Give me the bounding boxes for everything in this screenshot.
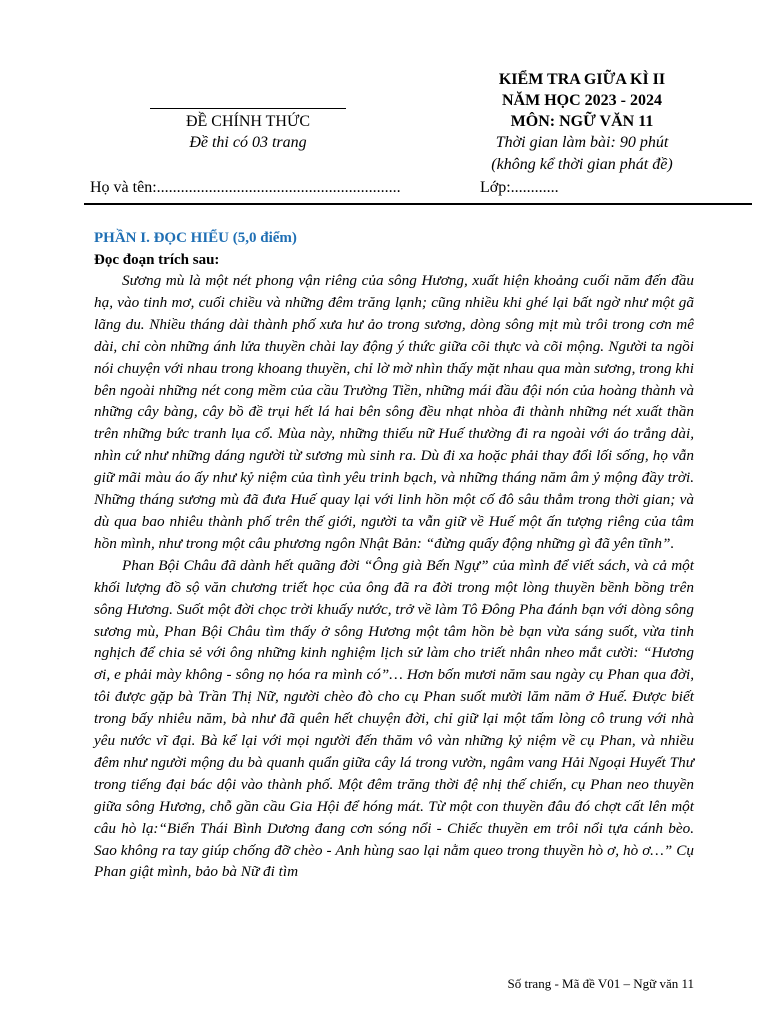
passage: [94, 270, 694, 883]
school-year: NĂM HỌC 2023 - 2024: [502, 92, 662, 109]
header-divider: [84, 203, 752, 205]
passage-paragraph: Sương mù là một nét phong vận riêng của sông Hương, xuất hiện khoảng cuối năm đến đầu hạ, vào tinh mơ, cuối chiều và những đêm trăng lạnh; cũng nhiều khi ghé lại bất ngờ như một gã lãng du. Nhiều tháng dài thành phố xưa hư ảo trong sương, dòng sông mịt mù trôi trong cơn mê dài, chỉ còn những ánh lửa thuyền chài lay động ý thức giữa cõi thực và cõi mộng. Người ta ngồi nói chuyện với nhau trong khoang thuyền, chỉ lờ mờ nhìn thấy mặt nhau qua màn sương, trong khi bên ngoài những nét cong mềm của cầu Trường Tiền, những mái đầu đội nón của hoàng thành và những cây bàng, cây bồ đề trụi hết lá hai bên sông đều nhạt nhòa đi thành những nét xuất thần trên những bức tranh lụa cổ. Mùa này, những thiếu nữ Huế thường đi ra ngoài với áo trắng dài, nhìn cứ như những dáng người từ sương mù sinh ra. Dù đi xa hoặc phải thay đổi lối sống, họ vẫn giữ mãi màu áo ấy như kỷ niệm của tình yêu trinh bạch, và những tháng năm âm ỷ mộng đầy trời. Những tháng sương mù đã đưa Huế quay lại với linh hồn một cố đô sâu thẳm trong thời gian; và dù qua bao nhiêu thành phố trên thế giới, người ta vẫn giữ về Huế một ấn tượng riêng của tâm hồn mình, như trong một câu phương ngôn Nhật Bản: “đừng quấy động những gì đã yên tĩnh”.: [94, 272, 694, 552]
subject: MÔN: NGỮ VĂN 11: [510, 113, 654, 130]
header-rule: [150, 108, 346, 109]
section-title: PHẦN I. ĐỌC HIỂU (5,0 điểm): [94, 230, 297, 246]
class-field: Lớp:............: [480, 179, 559, 196]
duration-note: (không kể thời gian phát đề): [491, 156, 673, 173]
exam-title: KIỂM TRA GIỮA KÌ II: [498, 71, 666, 88]
student-name-field: Họ và tên:.............................................................: [90, 179, 401, 196]
pages-note: Đề thi có 03 trang: [189, 134, 307, 151]
section-instruction: Đọc đoạn trích sau:: [94, 252, 220, 268]
passage-paragraph: Phan Bội Châu đã dành hết quãng đời “Ông già Bến Ngự” của mình để viết sách, và cả một khối lượng đồ sộ văn chương triết học của ông đã ra đời trong một lòng thuyền bềnh bồng trên sông Hương. Suốt một đời chọc trời khuấy nước, trở về làm Tô Đông Pha đánh bạn với dòng sông sương mù, Phan Bội Châu tìm thấy ở sông Hương một tâm hồn bè bạn vừa sáng suốt, vừa tinh nghịch để chia sẻ với ông những kinh nghiệm lịch sử làm cho triết nhân nheo mắt cười: “Hương ơi, e phải mày không - sông nọ hóa ra mình có”… Hơn bốn mươi năm sau ngày cụ Phan qua đời, tôi được gặp bà Trần Thị Nữ, người chèo đò cho cụ Phan suốt mười lăm năm ở Huế. Được biết trong bấy nhiêu năm, bà như đã quên hết chuyện đời, chỉ giữ lại một tấm lòng cô trung với nhà yêu nước vĩ đại. Bà kể lại với mọi người đến thăm vô vàn những kỷ niệm về cụ Phan, và nhiều đêm như người mộng du bà quanh quẩn giữa cây lá trong vườn, ngâm vang Hải Ngoại Huyết Thư trong tiếng đại bác dội vào thành phố. Một đêm trăng thời đệ nhị thế chiến, cụ Phan neo thuyền giữa sông Hương, chỗ gần cầu Gia Hội để hóng mát. Từ một con thuyền đâu đó chợt cất lên một câu hò lạ:“Biển Thái Bình Dương đang cơn sóng nổi - Chiếc thuyền em trôi nổi tựa cánh bèo. Sao không ra tay giúp chống đỡ chèo - Anh hùng sao lại nằm queo trong thuyền hò ơ, hò ơ…” Cụ Phan giật mình, bảo bà Nữ đi tìm: [94, 556, 694, 881]
page-footer: Số trang - Mã đề V01 – Ngữ văn 11: [507, 976, 694, 991]
duration: Thời gian làm bài: 90 phút: [495, 134, 669, 151]
header-left: [148, 108, 348, 154]
header-right: [462, 69, 702, 176]
official-label: ĐỀ CHÍNH THỨC: [185, 113, 311, 130]
